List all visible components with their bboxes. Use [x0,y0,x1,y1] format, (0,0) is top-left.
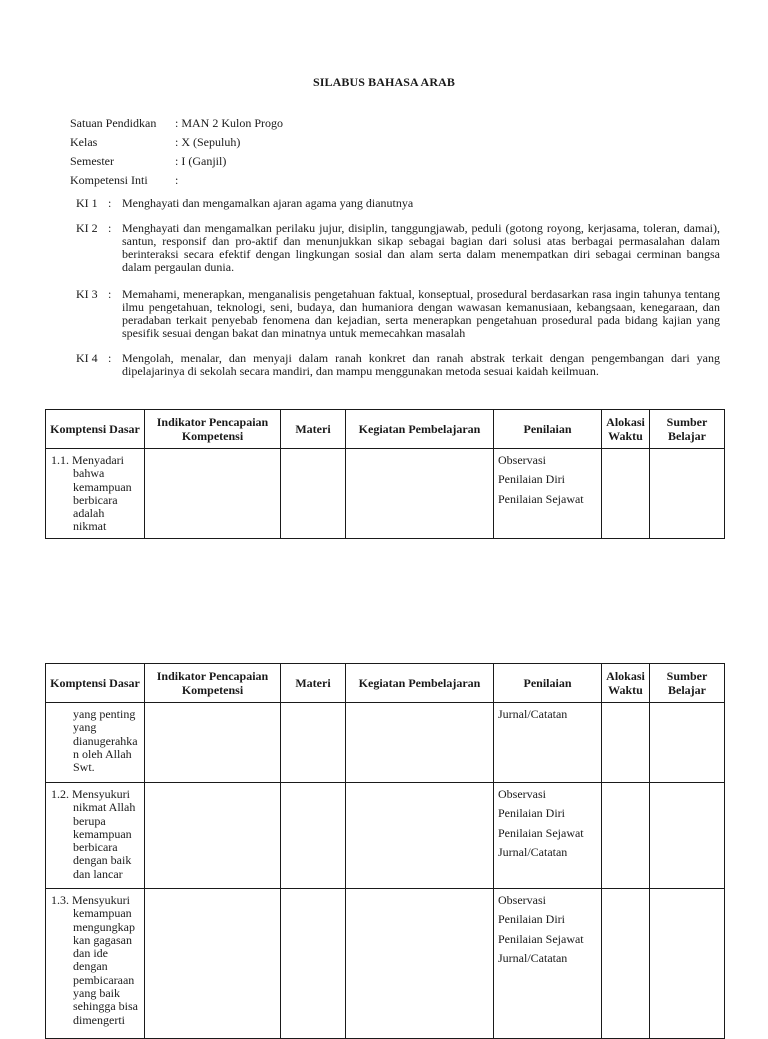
header-materi: Materi [281,664,346,703]
silabus-table-1 [45,409,725,539]
kd-line: dimengerti [73,1012,125,1027]
document-title: SILABUS BAHASA ARAB [313,75,455,89]
header-kegiatan: Kegiatan Pembelajaran [346,664,494,703]
alokasi-cell [602,449,650,539]
kd-line: sehingga bisa [73,999,138,1014]
info-value: : MAN 2 Kulon Progo [175,116,284,130]
info-label: Semester [70,154,114,168]
kd-number-line: 1.1. Menyadari [51,453,124,467]
info-row-kompetensi-inti [70,171,283,190]
penilaian-item: Penilaian Diri [498,912,565,927]
kd-line: kemampuan [73,906,132,921]
info-value: : [175,173,179,187]
sumber-cell [650,889,725,1039]
penilaian-item: Observasi [498,893,546,907]
kd-line: kemampuan [73,479,132,494]
indikator-cell [145,449,281,539]
penilaian-item: Observasi [498,453,546,467]
header-sumber-belajar: Sumber Belajar [650,664,725,703]
kd-cell [46,449,145,539]
kegiatan-cell [346,783,494,889]
penilaian-item: Penilaian Diri [498,806,565,821]
penilaian-cell [494,783,602,889]
alokasi-cell [602,703,650,783]
kd-line: yang [73,720,97,735]
ki-colon: : [108,351,112,365]
info-value: : X (Sepuluh) [175,135,241,149]
table-row [46,703,725,783]
ki-colon: : [108,196,112,210]
kd-line: mengungkap [73,919,135,934]
kd-line: dengan baik [73,853,132,868]
sumber-cell [650,783,725,889]
table-row [46,889,725,1039]
materi-cell [281,889,346,1039]
indikator-cell [145,783,281,889]
info-row-satuan [70,114,283,133]
kd-line: dianugerahka [73,733,138,748]
ki-2 [76,222,720,274]
kd-line: yang penting [73,707,136,721]
kd-line: kan gagasan [73,932,132,947]
alokasi-cell [602,889,650,1039]
kd-line: pembicaraan [73,972,135,987]
kd-line: nikmat Allah [73,800,136,815]
kd-line: adalah nikmat [73,506,107,534]
ki-text: Menghayati dan mengamalkan perilaku jujur, disiplin, tanggungjawab, peduli (gotong royong, kerjasama, toleran, damai), santun, responsif dan pro-aktif dan menunjukkan sikap sebagai bagian dari solusi atas berbagai permasalahan dalam berinteraksi secara efektif dengan lingkungan sosial dan alam serta dalam menempatkan diri sebagai cerminan bangsa dalam pergaulan dunia. [122,221,720,274]
info-value: : I (Ganjil) [175,154,227,168]
ki-4 [76,352,720,378]
indikator-cell [145,889,281,1039]
penilaian-cell [494,703,602,783]
sumber-cell [650,449,725,539]
header-penilaian: Penilaian [494,664,602,703]
kegiatan-cell [346,449,494,539]
header-sumber-belajar: Sumber Belajar [650,410,725,449]
penilaian-item: Penilaian Sejawat [498,825,584,840]
header-alokasi-waktu: Alokasi Waktu [602,410,650,449]
indikator-cell [145,703,281,783]
ki-text: Menghayati dan mengamalkan ajaran agama yang dianutnya [122,196,414,210]
info-row-semester [70,152,283,171]
table-header-row [46,410,725,449]
kd-line: Swt. [73,760,95,775]
penilaian-item: Jurnal/Catatan [498,845,568,860]
ki-label: KI 3 [76,287,98,301]
kd-cell [46,889,145,1039]
kegiatan-cell [346,703,494,783]
kd-line: berbicara [73,492,118,507]
penilaian-item: Jurnal/Catatan [498,707,568,721]
header-kegiatan: Kegiatan Pembelajaran [346,410,494,449]
penilaian-cell [494,449,602,539]
kd-number-line: 1.2. Mensyukuri [51,787,130,801]
penilaian-item: Penilaian Sejawat [498,931,584,946]
sumber-cell [650,703,725,783]
ki-colon: : [108,221,112,235]
school-info [70,114,283,190]
silabus-table-2 [45,663,725,1039]
kd-line: dengan [73,959,108,974]
ki-label: KI 1 [76,196,98,210]
kd-line: n oleh Allah [73,746,132,761]
penilaian-item: Penilaian Diri [498,472,565,487]
penilaian-item: Jurnal/Catatan [498,951,568,966]
kd-cell [46,783,145,889]
header-materi: Materi [281,410,346,449]
kd-cell [46,703,145,783]
info-label: Kelas [70,135,98,149]
ki-1 [76,197,720,210]
alokasi-cell [602,783,650,889]
info-label: Kompetensi Inti [70,173,148,187]
info-row-kelas [70,133,283,152]
ki-label: KI 4 [76,351,98,365]
kd-line: berupa [73,813,106,828]
ki-colon: : [108,287,112,301]
penilaian-item: Observasi [498,787,546,801]
ki-3 [76,288,720,340]
materi-cell [281,449,346,539]
penilaian-item: Penilaian Sejawat [498,491,584,506]
header-alokasi-waktu: Alokasi Waktu [602,664,650,703]
table-row [46,783,725,889]
info-label: Satuan Pendidkan [70,116,157,130]
kd-line: bahwa [73,466,105,481]
header-indikator: Indikator Pencapaian Kompetensi [145,410,281,449]
table-row [46,449,725,539]
table-header-row [46,664,725,703]
kd-number-line: 1.3. Mensyukuri [51,893,130,907]
ki-text: Memahami, menerapkan, menganalisis pengetahuan faktual, konseptual, prosedural berdasarkan rasa ingin tahunya tentang ilmu pengetahuan, teknologi, seni, budaya, dan humaniora dengan wawasan kemanusiaan, kebangsaan, kenegaraan, dan peradaban terkait penyebab fenomena dan kejadian, serta menerapkan pengetahuan prosedural pada bidang kajian yang spesifik sesuai dengan bakat dan minatnya untuk memecahkan masalah [122,287,720,340]
header-kompetensi-dasar: Komptensi Dasar [46,410,145,449]
kd-line: berbicara [73,840,118,855]
kd-line: dan ide [73,946,108,961]
penilaian-cell [494,889,602,1039]
ki-label: KI 2 [76,221,98,235]
header-penilaian: Penilaian [494,410,602,449]
header-kompetensi-dasar: Komptensi Dasar [46,664,145,703]
kegiatan-cell [346,889,494,1039]
header-indikator: Indikator Pencapaian Kompetensi [145,664,281,703]
kd-line: yang baik [73,986,120,1001]
kd-line: dan lancar [73,866,123,881]
ki-text: Mengolah, menalar, dan menyaji dalam ranah konkret dan ranah abstrak terkait dengan pengembangan dari yang dipelajarinya di sekolah secara mandiri, dan mampu menggunakan metoda sesuai kaidah keilmuan. [122,351,720,378]
materi-cell [281,703,346,783]
kd-line: kemampuan [73,826,132,841]
materi-cell [281,783,346,889]
